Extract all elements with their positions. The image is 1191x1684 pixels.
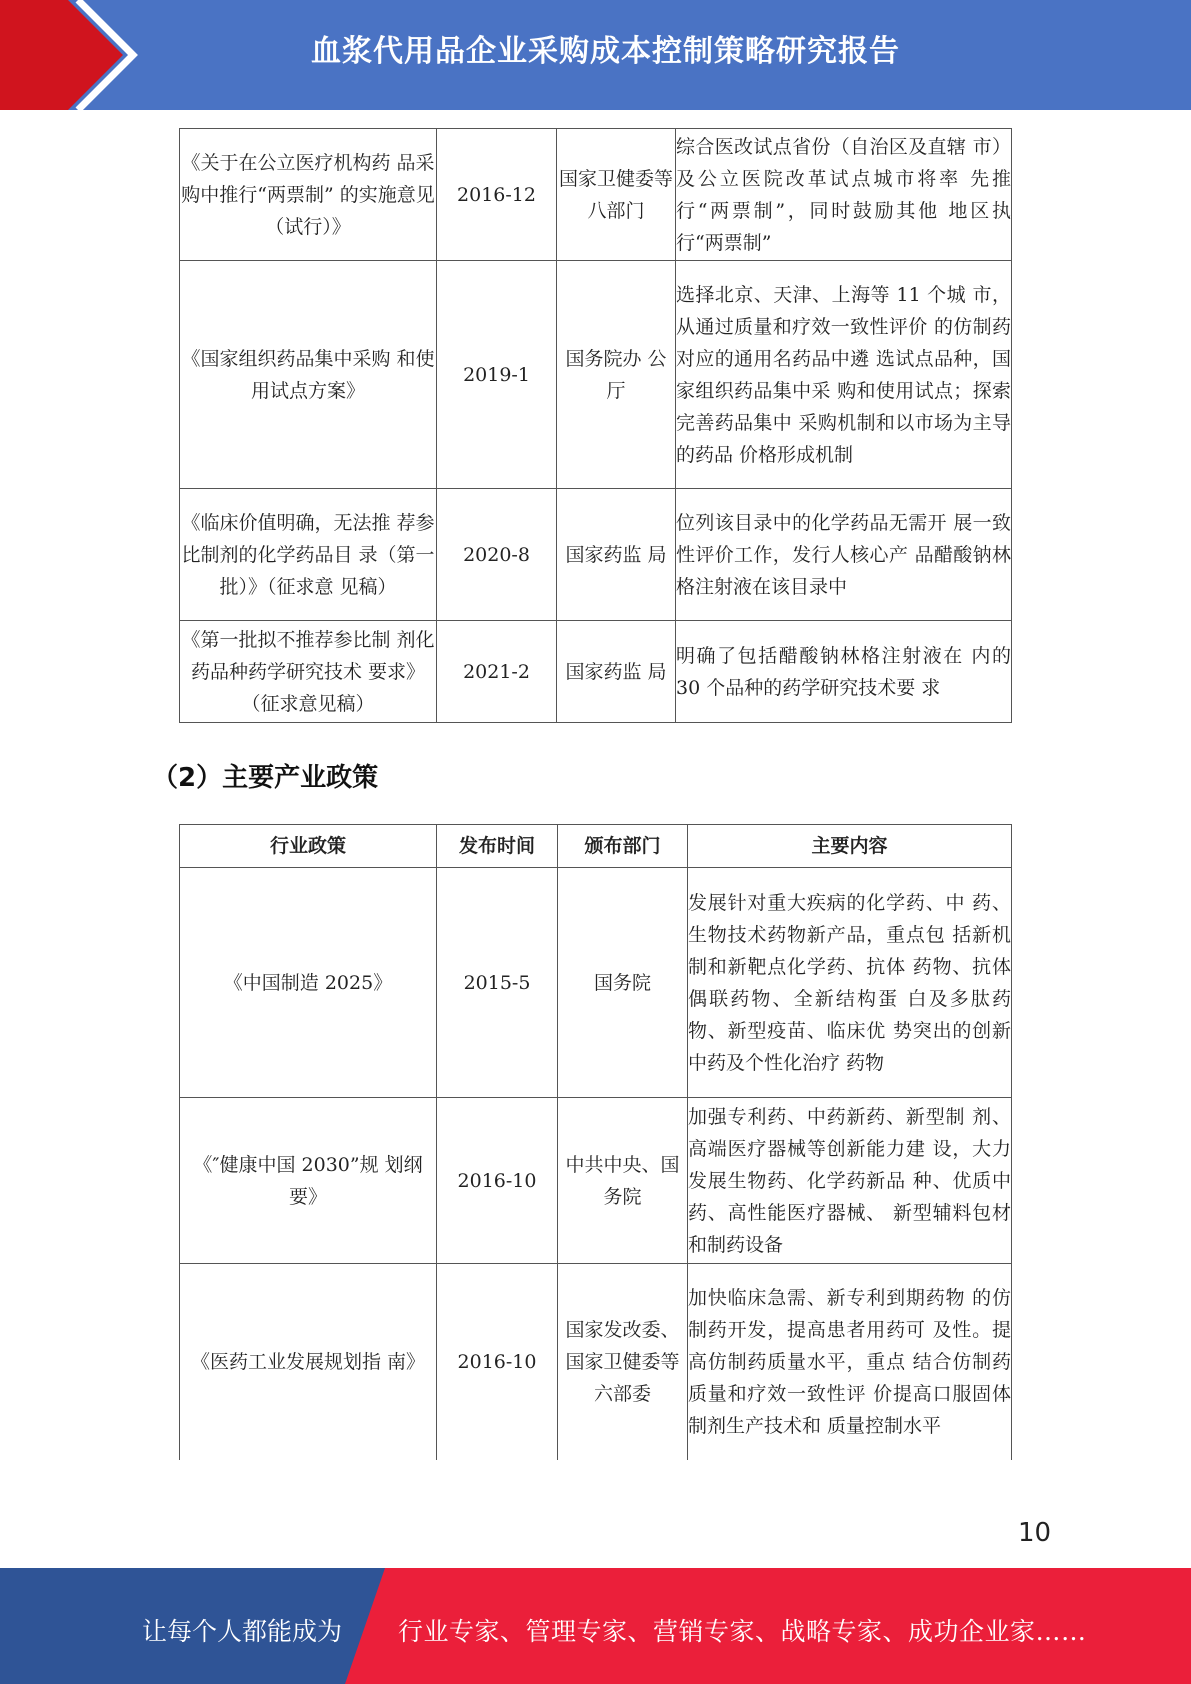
column-header-department: 颁布部门 bbox=[558, 825, 688, 868]
table-header-row bbox=[180, 825, 1012, 868]
publish-date: 2021-2 bbox=[437, 621, 557, 723]
issuing-department: 国务院 bbox=[558, 868, 688, 1098]
policy-content: 选择北京、天津、上海等 11 个城 市，从通过质量和疗效一致性评价 的仿制药对应的通用名药品中遴 选试点品种，国家组织药品集中采 购和使用试点；探索完善药品集中 采购机制和以市场为主导的药品 价格形成机制 bbox=[676, 261, 1012, 489]
policy-content: 综合医改试点省份（自治区及直辖 市）及公立医院改革试点城市将率 先推行“两票制”，同时鼓励其他 地区执行“两票制” bbox=[676, 129, 1012, 261]
industry-policy-table bbox=[179, 824, 1012, 1460]
column-header-policy: 行业政策 bbox=[180, 825, 437, 868]
issuing-department: 国家发改委、国家卫健委等六部委 bbox=[558, 1264, 688, 1460]
table-row bbox=[180, 1264, 1012, 1460]
table-row bbox=[180, 489, 1012, 621]
policy-name: 《中国制造 2025》 bbox=[180, 868, 437, 1098]
policy-content: 发展针对重大疾病的化学药、中 药、生物技术药物新产品，重点包 括新机制和新靶点化学药、抗体 药物、抗体偶联药物、全新结构蛋 白及多肽药物、新型疫苗、临床优 势突出的创新中药及个性化治疗 药物 bbox=[688, 868, 1012, 1098]
policy-name: 《临床价值明确，无法推 荐参比制剂的化学药品目 录（第一批）》（征求意 见稿） bbox=[180, 489, 437, 621]
page-footer bbox=[0, 1568, 1191, 1684]
table-row bbox=[180, 261, 1012, 489]
report-title: 血浆代用品企业采购成本控制策略研究报告 bbox=[311, 34, 900, 69]
page-number: 10 bbox=[1018, 1518, 1052, 1548]
page-header bbox=[0, 0, 1191, 110]
publish-date: 2020-8 bbox=[437, 489, 557, 621]
publish-date: 2016-10 bbox=[437, 1264, 558, 1460]
table-row bbox=[180, 129, 1012, 261]
policy-content: 加强专利药、中药新药、新型制 剂、高端医疗器械等创新能力建 设，大力发展生物药、化学药新品 种、优质中药、高性能医疗器械、 新型辅料包材和制药设备 bbox=[688, 1098, 1012, 1264]
issuing-department: 国务院办 公厅 bbox=[557, 261, 676, 489]
policy-name: 《医药工业发展规划指 南》 bbox=[180, 1264, 437, 1460]
publish-date: 2015-5 bbox=[437, 868, 558, 1098]
table-row bbox=[180, 621, 1012, 723]
column-header-date: 发布时间 bbox=[437, 825, 558, 868]
issuing-department: 中共中央、国务院 bbox=[558, 1098, 688, 1264]
table-row bbox=[180, 1098, 1012, 1264]
publish-date: 2016-12 bbox=[437, 129, 557, 261]
policy-content: 加快临床急需、新专利到期药物 的仿制药开发，提高患者用药可 及性。提高仿制药质量水平，重点 结合仿制药质量和疗效一致性评 价提高口服固体制剂生产技术和 质量控制水平 bbox=[688, 1264, 1012, 1460]
issuing-department: 国家药监 局 bbox=[557, 489, 676, 621]
footer-slogan-left: 让每个人都能成为 bbox=[142, 1617, 343, 1646]
publish-date: 2016-10 bbox=[437, 1098, 558, 1264]
issuing-department: 国家药监 局 bbox=[557, 621, 676, 723]
policy-table-continued bbox=[179, 128, 1012, 723]
policy-name: 《第一批拟不推荐参比制 剂化药品种药学研究技术 要求》（征求意见稿） bbox=[180, 621, 437, 723]
policy-name: 《国家组织药品集中采购 和使用试点方案》 bbox=[180, 261, 437, 489]
policy-name: 《″健康中国 2030”规 划纲要》 bbox=[180, 1098, 437, 1264]
publish-date: 2019-1 bbox=[437, 261, 557, 489]
policy-content: 明确了包括醋酸钠林格注射液在 内的 30 个品种的药学研究技术要 求 bbox=[676, 621, 1012, 723]
footer-slogan-right: 行业专家、管理专家、营销专家、战略专家、成功企业家…… bbox=[398, 1617, 1087, 1646]
table-row bbox=[180, 868, 1012, 1098]
policy-name: 《关于在公立医疗机构药 品采购中推行“两票制” 的实施意见（试行）》 bbox=[180, 129, 437, 261]
issuing-department: 国家卫健委等八部门 bbox=[557, 129, 676, 261]
page-break-mask bbox=[170, 1461, 1030, 1501]
policy-content: 位列该目录中的化学药品无需开 展一致性评价工作，发行人核心产 品醋酸钠林格注射液在该目录中 bbox=[676, 489, 1012, 621]
column-header-content: 主要内容 bbox=[688, 825, 1012, 868]
section-heading: （2）主要产业政策 bbox=[152, 763, 379, 793]
